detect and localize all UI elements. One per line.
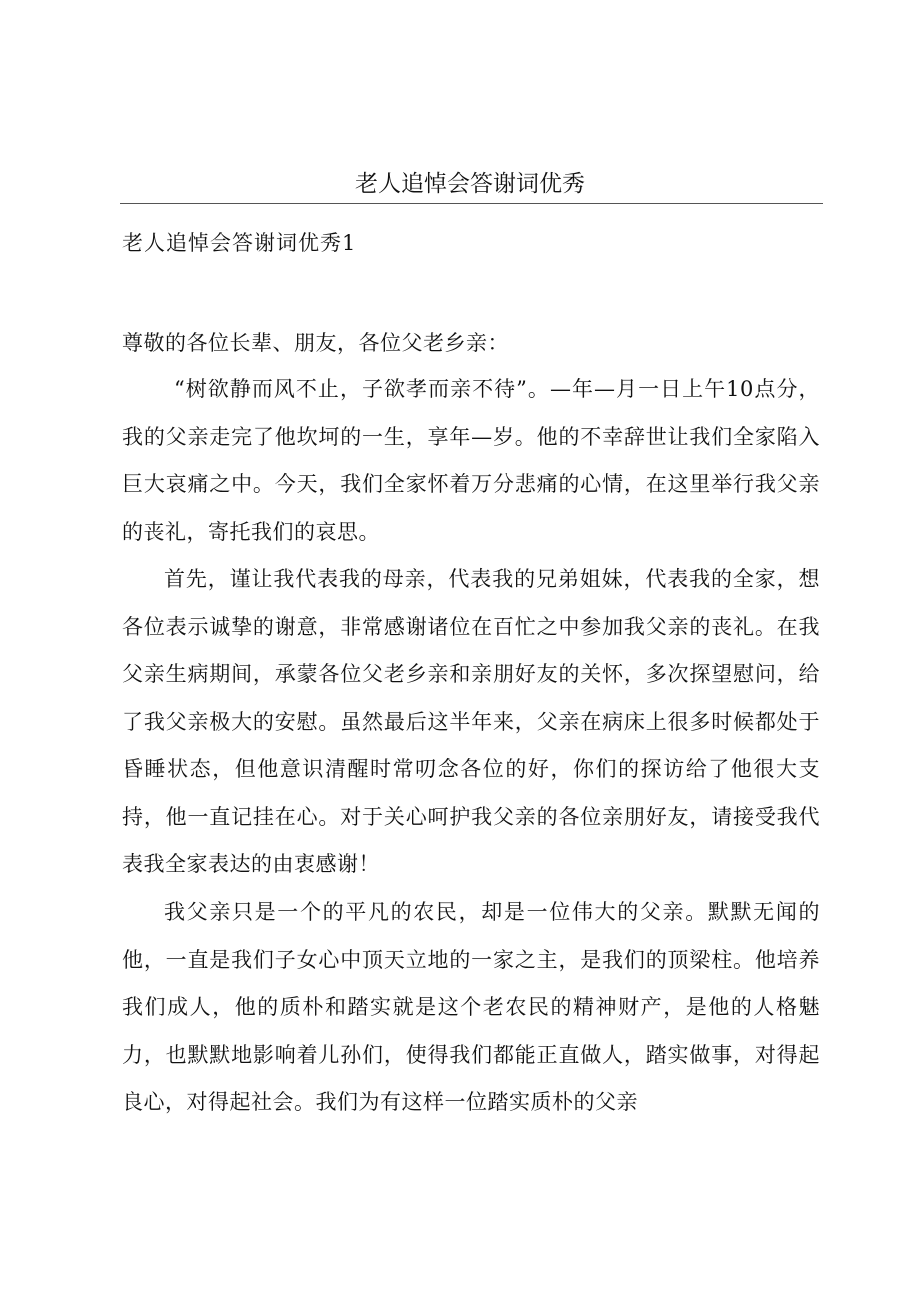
- salutation: 尊敬的各位长辈、朋友，各位父老乡亲：: [122, 331, 509, 355]
- title-divider: [120, 203, 823, 204]
- section-heading: 老人追悼会答谢词优秀1: [122, 231, 357, 255]
- paragraph-3: 我父亲只是一个的平凡的农民，却是一位伟大的父亲。默默无闻的他，一直是我们子女心中顶天立地的一家之主，是我们的顶梁柱。他培养我们成人，他的质朴和踏实就是这个老农民的精神财产，是他的人格魅力，也默默地影响着儿孙们，使得我们都能正直做人，踏实做事，对得起良心，对得起社会。我们为有这样一位踏实质朴的父亲: [122, 900, 820, 1114]
- paragraph-2: 首先，谨让我代表我的母亲，代表我的兄弟姐妹，代表我的全家，想各位表示诚挚的谢意，非常感谢诸位在百忙之中参加我父亲的丧礼。在我父亲生病期间，承蒙各位父老乡亲和亲朋好友的关怀，多次探望慰问，给了我父亲极大的安慰。虽然最后这半年来，父亲在病床上很多时候都处于昏睡状态，但他意识清醒时常叨念各位的好，你们的探访给了他很大支持，他一直记挂在心。对于关心呵护我父亲的各位亲朋好友，请接受我代表我全家表达的由衷感谢！: [122, 567, 820, 876]
- paragraph-1: “树欲静而风不止，子欲孝而亲不待”。—年—月一日上午10点分，我的父亲走完了他坎坷的一生，享年—岁。他的不幸辞世让我们全家陷入巨大哀痛之中。今天，我们全家怀着万分悲痛的心情，在这里举行我父亲的丧礼，寄托我们的哀思。: [122, 377, 820, 544]
- document-title: 老人追悼会答谢词优秀: [355, 171, 585, 197]
